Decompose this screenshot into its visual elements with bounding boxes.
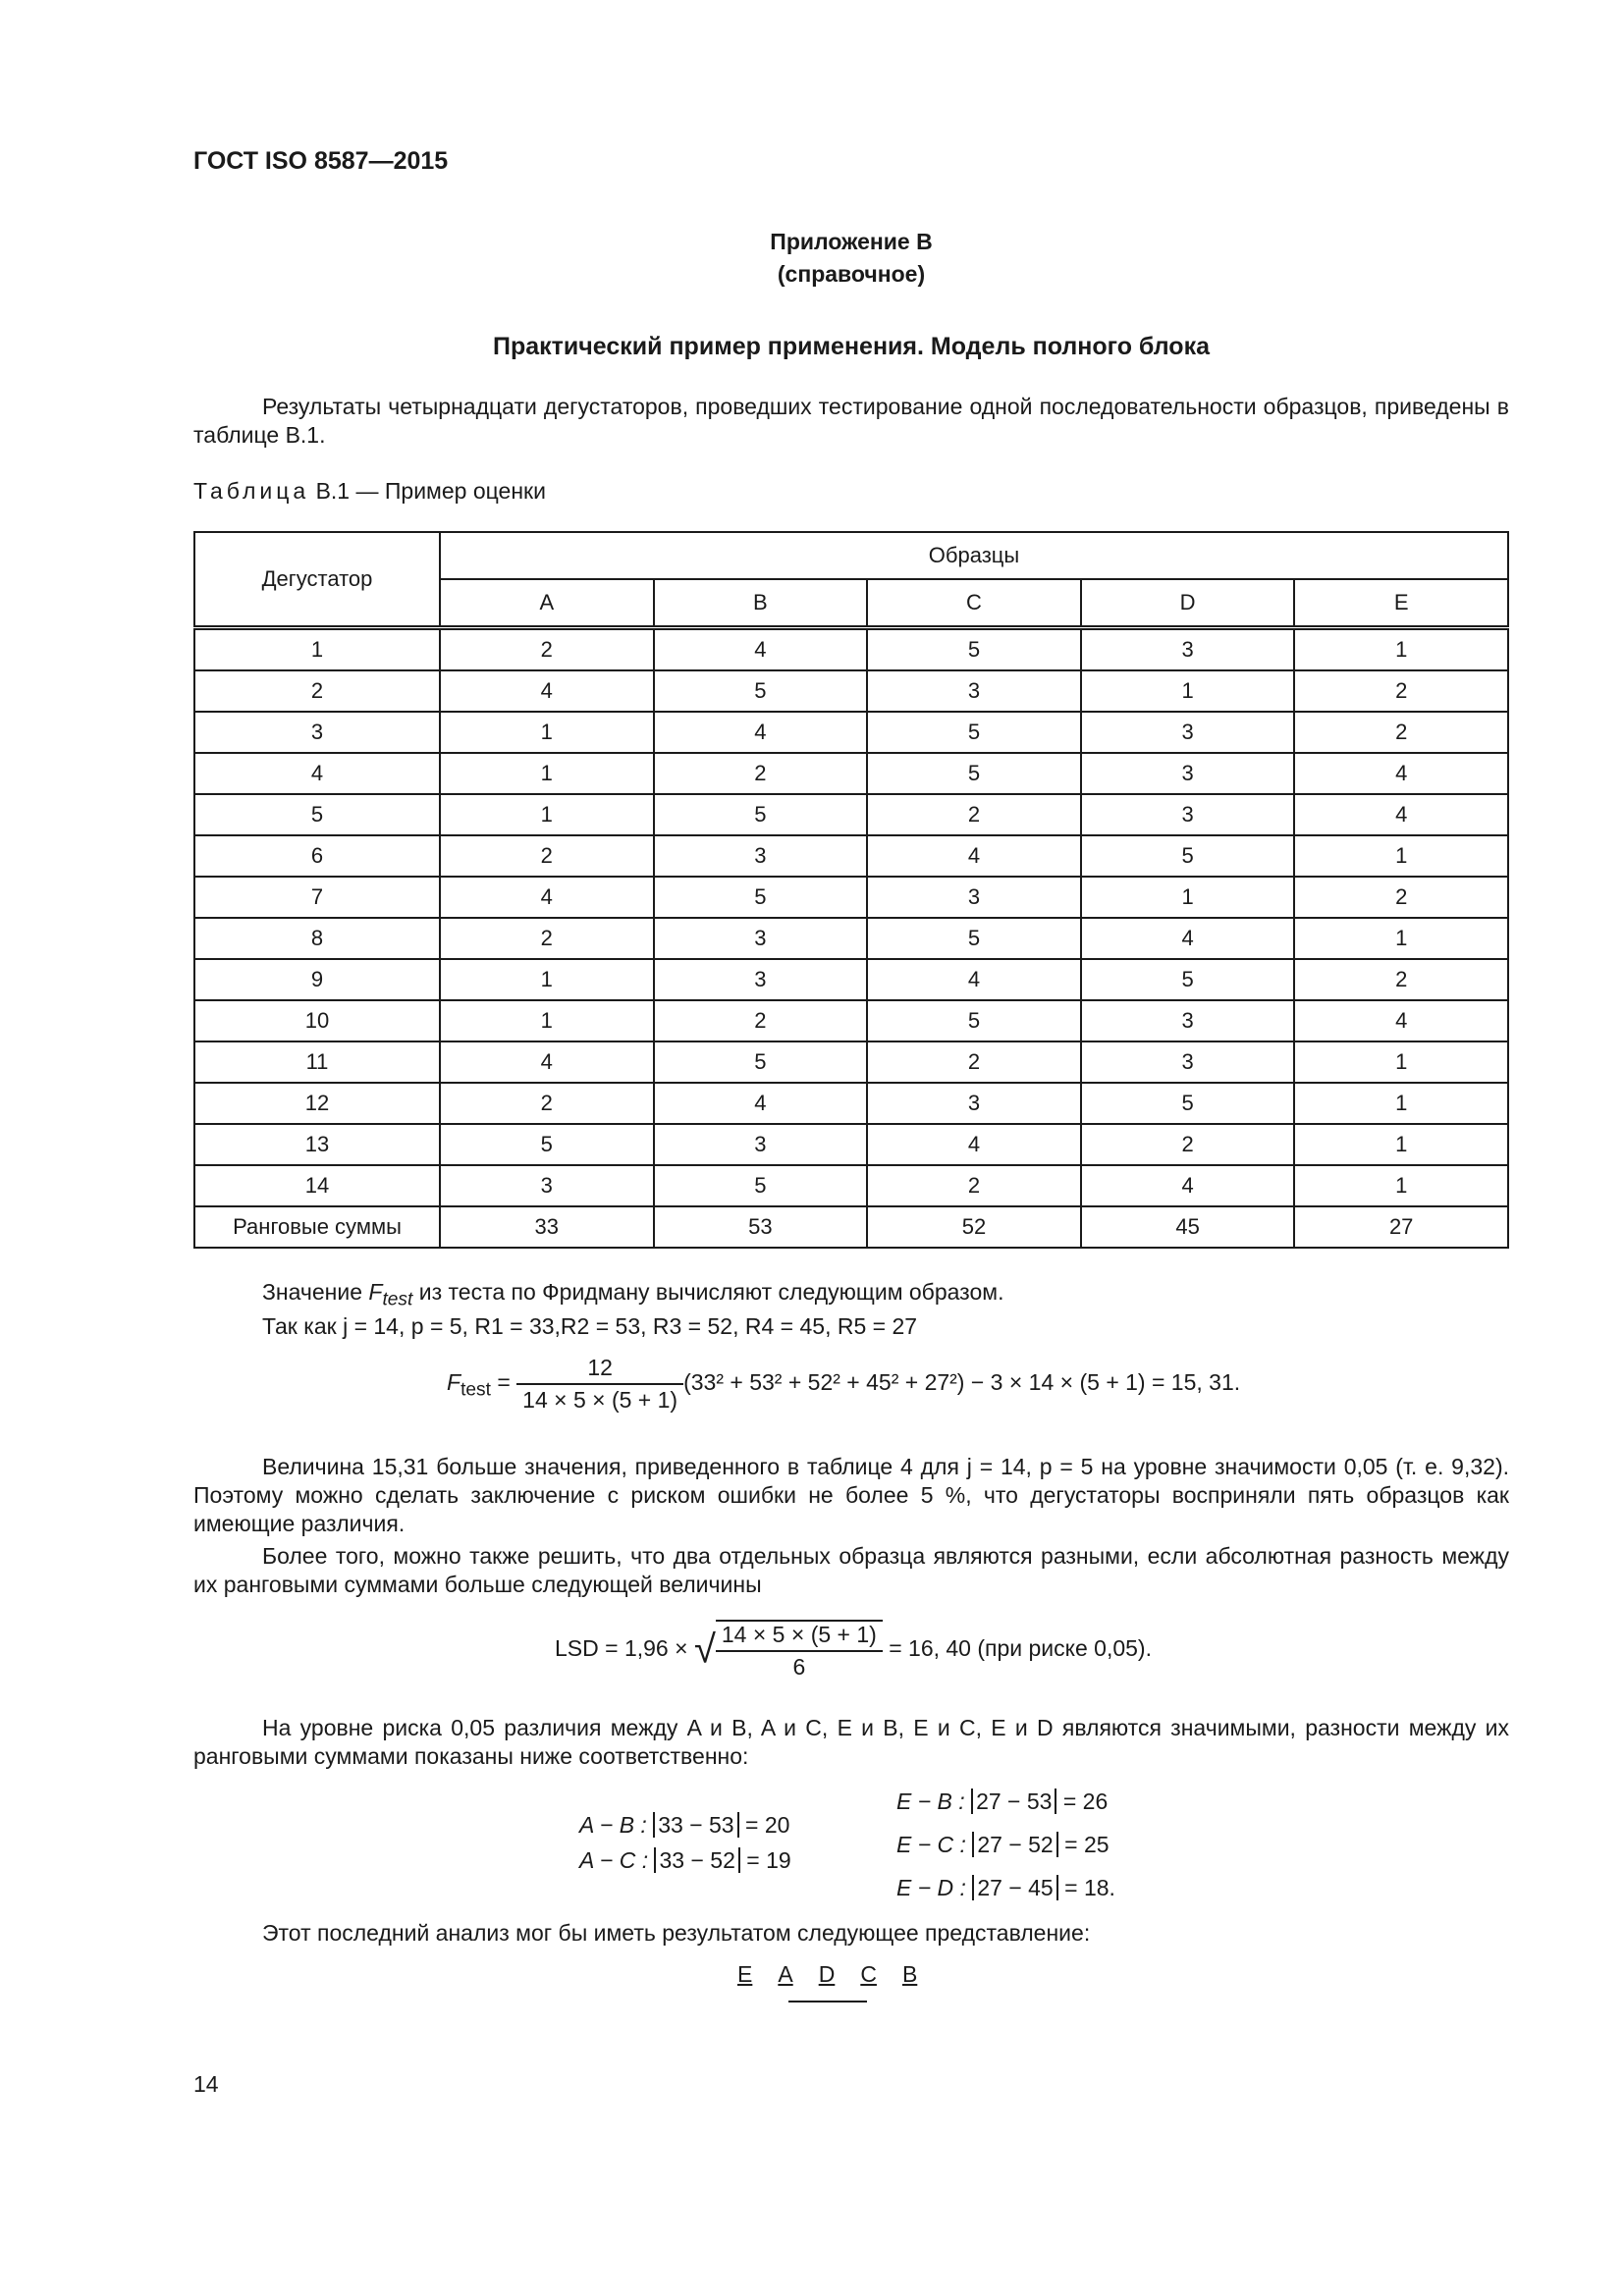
rank-cell: 5 <box>654 1041 868 1083</box>
page-number: 14 <box>193 2071 219 2097</box>
rank-cell: 1 <box>1294 918 1508 959</box>
differences-left <box>579 1807 791 1878</box>
rank-cell: 1 <box>1294 1165 1508 1206</box>
rank-cell: 3 <box>1081 712 1295 753</box>
taster-cell: 13 <box>194 1124 440 1165</box>
table-row <box>194 959 1508 1000</box>
rank-cell: 3 <box>1081 1041 1295 1083</box>
difference-line: A − C : 33 − 52 = 19 <box>579 1847 791 1873</box>
rank-cell: 5 <box>867 1000 1081 1041</box>
ranking-letter: B <box>901 1961 918 1987</box>
col-header-samples: Образцы <box>440 532 1508 579</box>
col-header-sample: D <box>1081 579 1295 628</box>
taster-cell: 3 <box>194 712 440 753</box>
table-row <box>194 1083 1508 1124</box>
friedman-fraction: $\frac{12}{14 \times 5 \times (5 + 1)}$ <box>516 1355 683 1414</box>
rank-cell: 2 <box>654 753 868 794</box>
col-header-taster: Дегустатор <box>194 532 440 628</box>
table-caption-text: В.1 — Пример оценки <box>309 478 546 504</box>
rank-cell: 3 <box>654 835 868 877</box>
rank-cell: 3 <box>867 1083 1081 1124</box>
rank-cell: 5 <box>867 918 1081 959</box>
sqrt-icon: √ <box>693 1628 716 1672</box>
rank-cell: 5 <box>654 877 868 918</box>
col-header-sample: B <box>654 579 868 628</box>
rank-cell: 1 <box>440 1000 654 1041</box>
annex-heading <box>193 226 1509 291</box>
differences-right <box>896 1780 1115 1909</box>
taster-cell: 1 <box>194 628 440 671</box>
table-row <box>194 1165 1508 1206</box>
table-row <box>194 835 1508 877</box>
significance-paragraph: На уровне риска 0,05 различия между A и B, A и C, E и B, E и C, E и D являются значимыми, разности между их ранговыми суммами показаны ниже соответственно: <box>193 1715 1509 1769</box>
rank-cell: 2 <box>867 794 1081 835</box>
ftest-paragraph: Значение $F_{test}$ из теста по Фридману вычисляют следующим образом. <box>262 1279 1004 1310</box>
rank-cell: 1 <box>440 712 654 753</box>
annex-type: (справочное) <box>777 261 926 287</box>
rank-cell: 4 <box>1294 753 1508 794</box>
lsd-formula: LSD = 1,96 × √ $\frac{14 \times 5 \times (5 + 1)}{6}$ = 16, 40 (при риске 0,05). <box>555 1622 1152 1680</box>
taster-cell: 5 <box>194 794 440 835</box>
difference-line: A − B : 33 − 53 = 20 <box>579 1812 790 1838</box>
difference-line: E − B : 27 − 53 = 26 <box>896 1789 1109 1814</box>
rank-cell: 4 <box>867 959 1081 1000</box>
table-row <box>194 794 1508 835</box>
rank-cell: 1 <box>1294 1041 1508 1083</box>
taster-cell: 14 <box>194 1165 440 1206</box>
rank-cell: 4 <box>654 712 868 753</box>
taster-cell: 8 <box>194 918 440 959</box>
conclusion-paragraph: Величина 15,31 больше значения, приведенного в таблице 4 для j = 14, p = 5 на уровне значимости 0,05 (т. е. 9,32). Поэтому можно сделать заключение с риском ошибки не более 5 %, что дегустаторы восприняли пять образцов как имеющие различия. <box>193 1454 1509 1536</box>
rank-sum-cell: 27 <box>1294 1206 1508 1248</box>
rank-cell: 1 <box>440 794 654 835</box>
intro-paragraph: Результаты четырнадцати дегустаторов, проведших тестирование одной последовательности образцов, приведены в таблице В.1. <box>193 394 1509 448</box>
rank-cell: 1 <box>1294 628 1508 671</box>
ranking-representation <box>737 1961 943 1988</box>
col-header-sample: A <box>440 579 654 628</box>
rank-cell: 5 <box>654 794 868 835</box>
rank-sum-cell: 33 <box>440 1206 654 1248</box>
rank-cell: 3 <box>1081 628 1295 671</box>
rank-cell: 4 <box>654 1083 868 1124</box>
table-row <box>194 1000 1508 1041</box>
rank-cell: 5 <box>654 670 868 712</box>
rank-cell: 4 <box>440 877 654 918</box>
friedman-formula: $F_{test}$ = $\frac{12}{14 \times 5 \times (5 + 1)}$ (33² + 53² + 52² + 45² + 27²) − 3 × 14 × (5 + 1) = 15, 31. <box>447 1355 1241 1413</box>
taster-cell: 6 <box>194 835 440 877</box>
rank-cell: 3 <box>1081 753 1295 794</box>
rank-cell: 2 <box>440 835 654 877</box>
final-paragraph: Этот последний анализ мог бы иметь результатом следующее представление: <box>262 1920 1091 1946</box>
ranking-letter: A <box>778 1961 793 1987</box>
rank-cell: 2 <box>1081 1124 1295 1165</box>
rank-cell: 5 <box>440 1124 654 1165</box>
rank-cell: 1 <box>1294 1124 1508 1165</box>
rank-cell: 5 <box>867 712 1081 753</box>
rank-cell: 3 <box>867 877 1081 918</box>
rank-cell: 3 <box>867 670 1081 712</box>
rank-cell: 4 <box>1081 918 1295 959</box>
ranking-letter: D <box>818 1961 836 1987</box>
rank-cell: 4 <box>1294 794 1508 835</box>
rank-cell: 4 <box>1081 1165 1295 1206</box>
table-row <box>194 628 1508 671</box>
lsd-fraction: $\frac{14 \times 5 \times (5 + 1)}{6}$ <box>716 1620 883 1681</box>
rank-cell: 5 <box>867 753 1081 794</box>
rank-cell: 2 <box>440 1083 654 1124</box>
table-caption-prefix: Таблица <box>193 478 310 504</box>
rank-cell: 5 <box>1081 959 1295 1000</box>
rank-cell: 1 <box>1294 835 1508 877</box>
rank-cell: 2 <box>1294 670 1508 712</box>
table-row <box>194 753 1508 794</box>
col-header-sample: E <box>1294 579 1508 628</box>
table-row <box>194 877 1508 918</box>
taster-cell: 4 <box>194 753 440 794</box>
rank-cell: 4 <box>440 670 654 712</box>
rank-cell: 1 <box>1081 670 1295 712</box>
rank-sums-row <box>194 1206 1508 1248</box>
table-caption <box>193 478 546 505</box>
document-header: ГОСТ ISO 8587—2015 <box>193 147 449 175</box>
taster-cell: 2 <box>194 670 440 712</box>
annex-title: Практический пример применения. Модель полного блока <box>493 333 1210 360</box>
grouping-underline <box>788 2001 867 2002</box>
rank-cell: 5 <box>1081 1083 1295 1124</box>
taster-cell: 7 <box>194 877 440 918</box>
rank-cell: 4 <box>440 1041 654 1083</box>
rank-cell: 5 <box>654 1165 868 1206</box>
rank-cell: 2 <box>867 1041 1081 1083</box>
ranking-letter: C <box>860 1961 877 1987</box>
table-row <box>194 1124 1508 1165</box>
col-header-sample: C <box>867 579 1081 628</box>
rank-cell: 5 <box>1081 835 1295 877</box>
rank-cell: 3 <box>1081 794 1295 835</box>
rank-cell: 4 <box>867 835 1081 877</box>
difference-line: E − C : 27 − 52 = 25 <box>896 1832 1110 1857</box>
taster-cell: 11 <box>194 1041 440 1083</box>
rank-cell: 4 <box>1294 1000 1508 1041</box>
rank-cell: 2 <box>440 628 654 671</box>
rank-cell: 2 <box>1294 712 1508 753</box>
table-row <box>194 712 1508 753</box>
taster-cell: 12 <box>194 1083 440 1124</box>
rank-cell: 3 <box>654 959 868 1000</box>
rank-cell: 1 <box>1081 877 1295 918</box>
difference-line: E − D : 27 − 45 = 18. <box>896 1875 1115 1900</box>
rank-cell: 2 <box>1294 959 1508 1000</box>
since-paragraph: Так как j = 14, p = 5, R1 = 33,R2 = 53, R3 = 52, R4 = 45, R5 = 27 <box>262 1313 918 1339</box>
rank-cell: 2 <box>867 1165 1081 1206</box>
rank-sum-cell: 45 <box>1081 1206 1295 1248</box>
rank-cell: 3 <box>654 918 868 959</box>
rank-sum-cell: 52 <box>867 1206 1081 1248</box>
ranking-letter: E <box>737 1961 753 1987</box>
rank-cell: 2 <box>654 1000 868 1041</box>
rank-cell: 3 <box>1081 1000 1295 1041</box>
annex-label: Приложение В <box>770 229 933 254</box>
rank-sums-label: Ранговые суммы <box>194 1206 440 1248</box>
table-row <box>194 1041 1508 1083</box>
table-row <box>194 918 1508 959</box>
rank-cell: 2 <box>440 918 654 959</box>
taster-cell: 10 <box>194 1000 440 1041</box>
table-row <box>194 670 1508 712</box>
rank-cell: 1 <box>440 959 654 1000</box>
taster-cell: 9 <box>194 959 440 1000</box>
rank-cell: 1 <box>1294 1083 1508 1124</box>
rank-cell: 4 <box>867 1124 1081 1165</box>
rank-cell: 3 <box>654 1124 868 1165</box>
lsd-intro-paragraph: Более того, можно также решить, что два отдельных образца являются разными, если абсолютная разность между их ранговыми суммами больше следующей величины <box>193 1543 1509 1597</box>
rank-cell: 4 <box>654 628 868 671</box>
ranking-table <box>193 531 1509 1249</box>
rank-sum-cell: 53 <box>654 1206 868 1248</box>
rank-cell: 3 <box>440 1165 654 1206</box>
rank-cell: 1 <box>440 753 654 794</box>
rank-cell: 5 <box>867 628 1081 671</box>
rank-cell: 2 <box>1294 877 1508 918</box>
